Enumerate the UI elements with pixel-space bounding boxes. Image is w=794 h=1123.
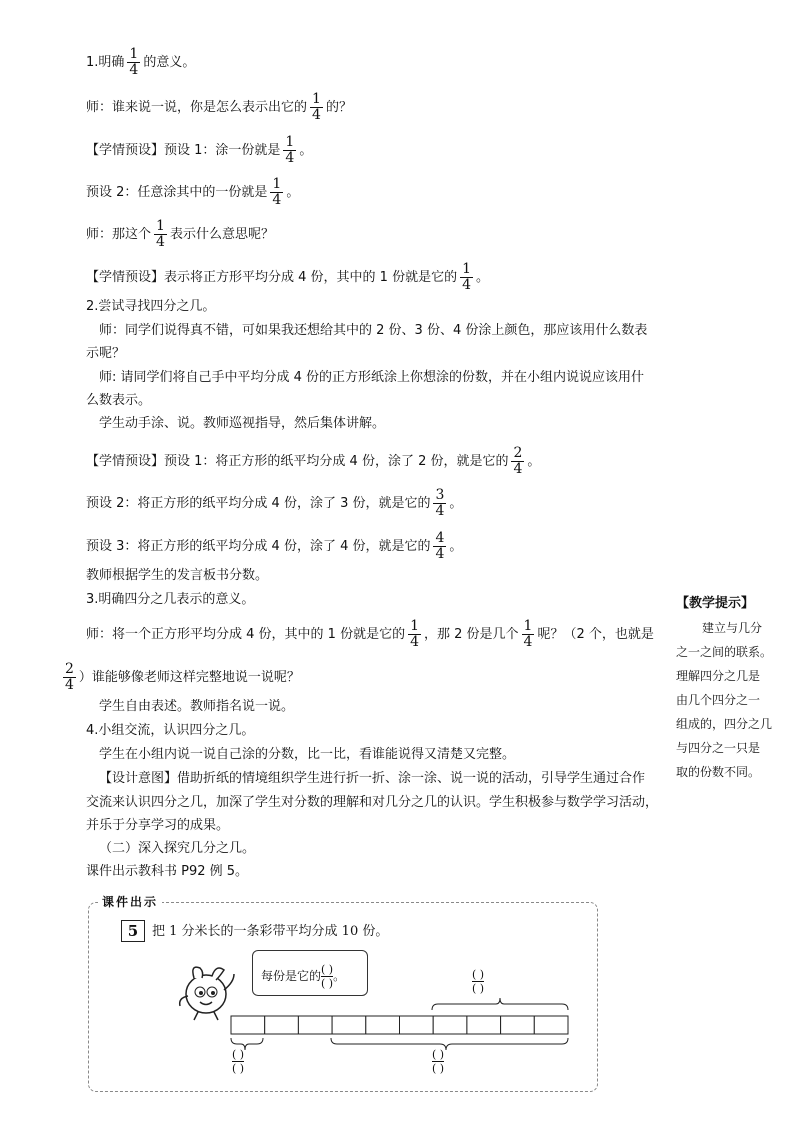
teaching-tip-line: 建立与几分: [702, 621, 763, 635]
paragraph: 学生在小组内说一说自己涂的分数，比一比，看谁能说得又清楚又完整。: [99, 747, 516, 762]
fraction-1-4: $\frac{1}{4}$: [462, 261, 471, 293]
fraction-1-4: $\frac{1}{4}$: [523, 618, 533, 650]
blank-fraction-left: ( ) ( ): [232, 1048, 245, 1075]
blank-fraction-bottom: ( ) ( ): [432, 1048, 445, 1075]
blank-fraction: ( ) ( ): [321, 963, 334, 990]
ribbon-segment: [433, 1016, 467, 1034]
fraction-1-4: $\frac{1}{4}$: [285, 134, 295, 166]
preset-1: 【学情预设】预设 1：涂一份就是 $\frac{1}{4}$ 。: [86, 134, 313, 166]
fraction-4-4: $\frac{4}{4}$: [435, 530, 445, 562]
fraction-3-4: $\frac{3}{4}$: [435, 487, 445, 519]
heading-4: 4.小组交流，认识四分之几。: [86, 723, 255, 738]
paragraph: 示呢？: [86, 346, 126, 361]
teaching-tip-line: 由几个四分之一: [676, 693, 761, 707]
preset-4: 预设 2：将正方形的纸平均分成 4 份，涂了 3 份，就是它的 $\frac{3}{4}$ 。: [86, 487, 463, 519]
preset-3: 【学情预设】预设 1：将正方形的纸平均分成 4 份，涂了 2 份，就是它的 $\frac{2}{4}$ 。: [86, 445, 541, 477]
preset-5: 预设 3：将正方形的纸平均分成 4 份，涂了 4 份，就是它的 $\frac{4}{4}$ 。: [86, 530, 463, 562]
teacher-question-2: 师：那这个 $\frac{1}{4}$ 表示什么意思呢？: [86, 218, 274, 250]
paragraph: 课件出示教科书 P92 例 5。: [86, 864, 249, 879]
teaching-tip-line: 理解四分之几是: [676, 669, 761, 683]
ribbon: [231, 1016, 568, 1034]
teaching-tip: [676, 592, 776, 784]
teacher-explain-cont: $\frac{2}{4}$ ）谁能够像老师这样完整地说一说呢？: [65, 661, 300, 693]
ribbon-segment: [332, 1016, 366, 1034]
paragraph: 学生动手涂、说。教师巡视指导，然后集体讲解。: [99, 416, 386, 431]
ribbon-segment: [231, 1016, 265, 1034]
fraction-1-4: $\frac{1}{4}$: [272, 176, 282, 208]
example-text: 把 1 分米长的一条彩带平均分成 10 份。: [152, 924, 389, 939]
teaching-tip-line: 与四分之一只是: [676, 741, 761, 755]
example-number-badge: 5: [121, 920, 145, 942]
heading-1: 1.明确 $\frac{1}{4}$ 的意义。: [86, 46, 196, 78]
fraction-2-4: $\frac{2}{4}$: [65, 661, 74, 693]
section-heading: （二）深入探究几分之几。: [99, 841, 256, 856]
ribbon-segment: [366, 1016, 400, 1034]
teaching-tip-line: 组成的，四分之几: [676, 717, 773, 731]
fraction-1-4: $\frac{1}{4}$: [410, 618, 419, 650]
preset-2: 预设 2：任意涂其中的一份就是 $\frac{1}{4}$ 。: [86, 176, 300, 208]
fraction-1-4: $\frac{1}{4}$: [129, 46, 139, 78]
ribbon-segment: [501, 1016, 535, 1034]
ribbon-segment: [467, 1016, 501, 1034]
teacher-question: 师：谁来说一说，你是怎么表示出它的 $\frac{1}{4}$ 的？: [86, 91, 352, 123]
example-label: 课件出示: [98, 893, 162, 910]
teaching-tip-line: 之一之间的联系。: [676, 645, 773, 659]
paragraph: 师：同学们说得真不错，可如果我还想给其中的 2 份、3 份、4 份涂上颜色，那应该用什么数表: [99, 323, 648, 338]
design-intent: 【设计意图】借助折纸的情境组织学生进行折一折、涂一涂、说一说的活动，引导学生通过合作: [99, 771, 646, 786]
design-intent-cont: 并乐于分享学习的成果。: [86, 818, 230, 833]
paragraph: 学生自由表述。教师指名说一说。: [99, 699, 295, 714]
paragraph: 教师根据学生的发言板书分数。: [86, 568, 269, 583]
heading-3: 3.明确四分之几表示的意义。: [86, 592, 255, 607]
paragraph: 么数表示。: [86, 393, 152, 408]
speech-bubble: 每份是它的 ( ) ( ) 。: [252, 950, 368, 996]
ribbon-diagram: [228, 962, 573, 1087]
preset-answer: 【学情预设】表示将正方形平均分成 4 份，其中的 1 份就是它的 $\frac{1}{4}$ 。: [86, 261, 490, 293]
teaching-tip-title: 【教学提示】: [676, 596, 755, 611]
fraction-2-4: $\frac{2}{4}$: [513, 445, 523, 477]
heading-2: 2.尝试寻找四分之几。: [86, 299, 216, 314]
fraction-1-4: $\frac{1}{4}$: [156, 218, 165, 250]
design-intent-cont: 交流来认识四分之几，加深了学生对分数的理解和对几分之几的认识。学生积极参与数学学习活动，: [86, 795, 659, 810]
text: 1.明确: [86, 55, 125, 70]
fraction-1-4: $\frac{1}{4}$: [312, 91, 321, 123]
paragraph: 师: 请同学们将自己手中平均分成 4 份的正方形纸涂上你想涂的份数，并在小组内说说应该用什: [99, 370, 645, 385]
ribbon-segment: [400, 1016, 434, 1034]
ribbon-segment: [534, 1016, 568, 1034]
teacher-explain: 师：将一个正方形平均分成 4 份，其中的 1 份就是它的 $\frac{1}{4}$ ，那 2 份是几个 $\frac{1}{4}$ 呢？（2 个，也就是: [86, 618, 654, 650]
ribbon-segment: [298, 1016, 332, 1034]
blank-fraction-top: ( ) ( ): [472, 968, 485, 995]
teaching-tip-line: 取的份数不同。: [676, 765, 761, 779]
ribbon-segment: [265, 1016, 299, 1034]
